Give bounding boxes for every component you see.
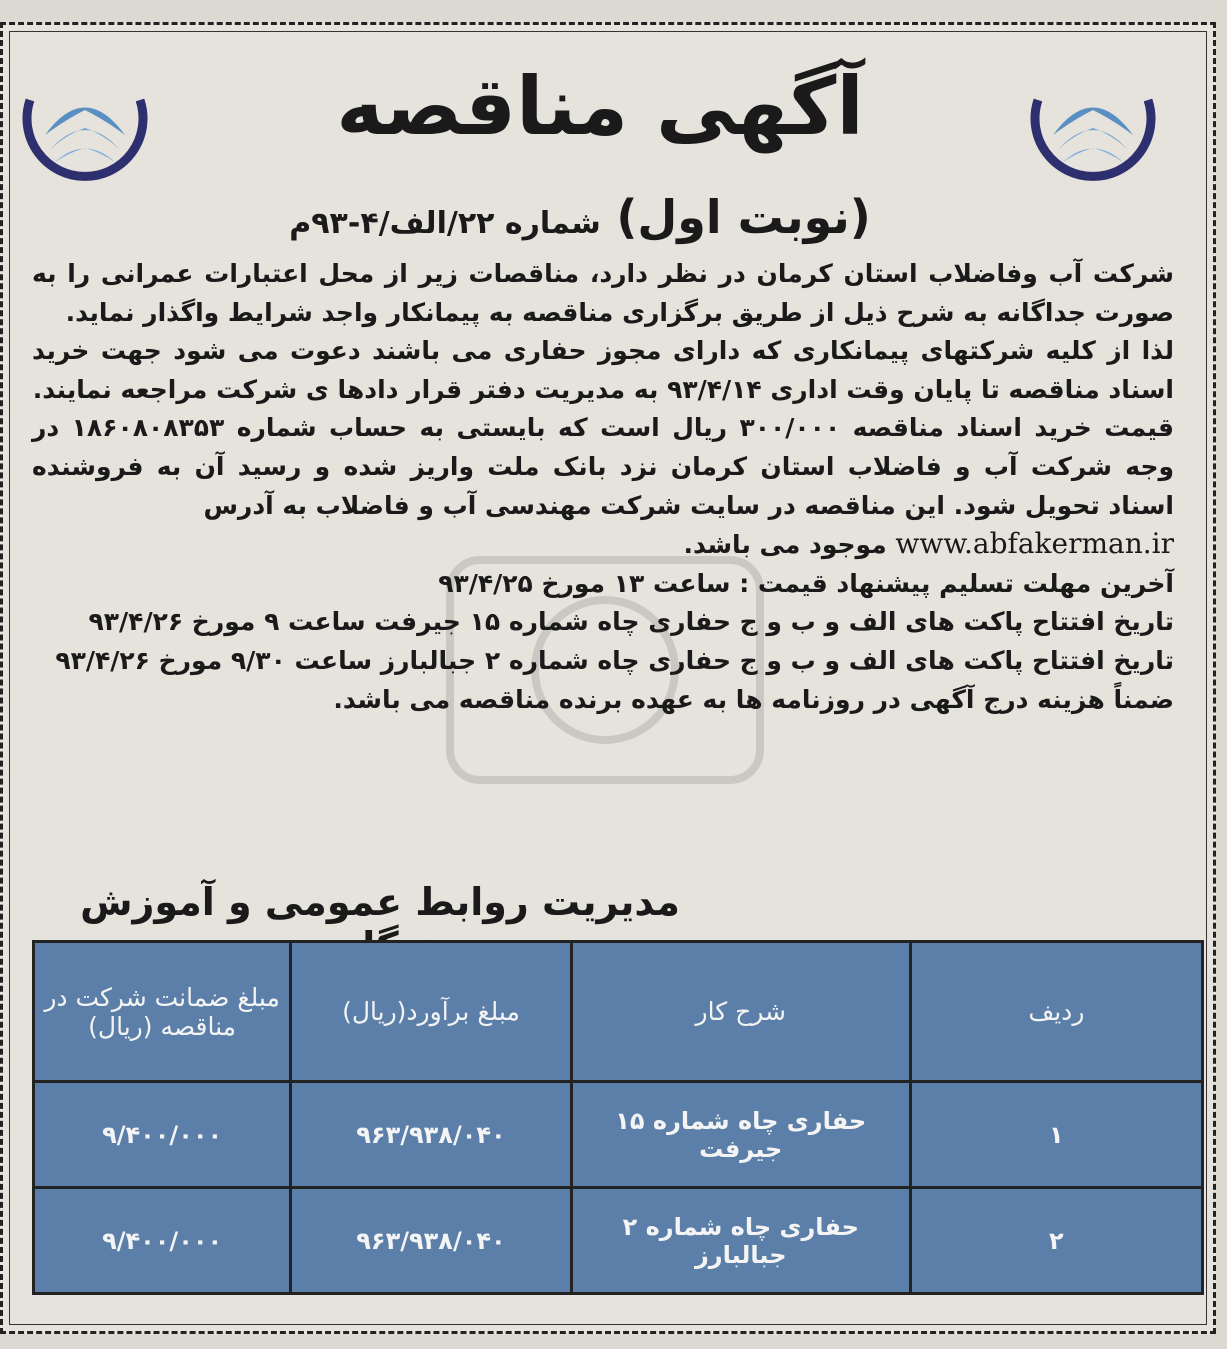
water-company-logo-right (1018, 40, 1168, 190)
availability-text: موجود می باشد. (683, 530, 887, 560)
table-header-row (34, 942, 1203, 1082)
round-label: (نوبت اول) (616, 190, 871, 244)
payment-paragraph (32, 409, 1174, 564)
intro-paragraph: شرکت آب وفاضلاب استان کرمان در نظر دارد، مناقصات زیر از محل اعتبارات عمرانی را به صورت جداگانه به شرح ذیل از طریق برگزاری مناقصه به پیمانکار واجد شرایط واگذار نماید. (32, 259, 1174, 327)
water-company-logo-left (10, 40, 160, 190)
header-row-number: ردیف (910, 942, 1202, 1082)
subtitle-row (280, 190, 880, 244)
table-row (34, 1082, 1203, 1188)
ad-title: آگهی مناقصه (336, 60, 864, 153)
estimated-amount: ۹۶۳/۹۳۸/۰۴۰ (291, 1188, 572, 1294)
row-number: ۲ (910, 1188, 1202, 1294)
ad-body (32, 255, 1174, 719)
header-work-description: شرح کار (571, 942, 910, 1082)
guarantee-amount: ۹/۴۰۰/۰۰۰ (34, 1082, 291, 1188)
opening-date-line-2: تاریخ افتتاح پاکت های الف و ب و ج حفاری چاه شماره ۲ جبالبارز ساعت ۹/۳۰ مورخ ۹۳/۴/۲۶ (55, 645, 1174, 675)
guarantee-amount: ۹/۴۰۰/۰۰۰ (34, 1188, 291, 1294)
estimated-amount: ۹۶۳/۹۳۸/۰۴۰ (291, 1082, 572, 1188)
table-row (34, 1188, 1203, 1294)
payment-text: قیمت خرید اسناد مناقصه ۳۰۰/۰۰۰ ریال است که بایستی به حساب شماره ۱۸۶۰۸۰۸۳۵۳ در وجه شرکت آب و فاضلاب استان کرمان نزد بانک ملت واریز شده و رسید آن به فروشنده اسناد تحویل شود. این مناقصه در سایت شرکت مهندسی آب و فاضلاب به آدرس (32, 413, 1174, 520)
header-guarantee-amount: مبلغ ضمانت شرکت در مناقصه (ریال) (34, 942, 291, 1082)
signature: مدیریت روابط عمومی و آموزش (80, 880, 680, 924)
tender-number: شماره ۲۲/الف/۴-۹۳م (289, 206, 601, 241)
row-number: ۱ (910, 1082, 1202, 1188)
work-description: حفاری چاه شماره ۱۵ جیرفت (571, 1082, 910, 1188)
deadline-line: آخرین مهلت تسلیم پیشنهاد قیمت : ساعت ۱۳ مورخ ۹۳/۴/۲۵ (438, 568, 1174, 598)
cost-note: ضمناً هزینه درج آگهی در روزنامه ها به عهده برنده مناقصه می باشد. (333, 684, 1174, 714)
header-estimated-amount: مبلغ برآورد(ریال) (291, 942, 572, 1082)
opening-date-line-1: تاریخ افتتاح پاکت های الف و ب و ج حفاری چاه شماره ۱۵ جیرفت ساعت ۹ مورخ ۹۳/۴/۲۶ (88, 607, 1174, 637)
website-link[interactable]: www.abfakerman.ir (895, 527, 1174, 561)
tender-table (32, 940, 1204, 1295)
work-description: حفاری چاه شماره ۲ جبالبارز (571, 1188, 910, 1294)
invitation-paragraph: لذا از کلیه شرکتهای پیمانکاری که دارای مجوز حفاری می باشند دعوت می شود جهت خرید اسناد مناقصه تا پایان وقت اداری ۹۳/۴/۱۴ به مدیریت دفتر قرار دادها ی شرکت مراجعه نمایند. (32, 336, 1174, 404)
